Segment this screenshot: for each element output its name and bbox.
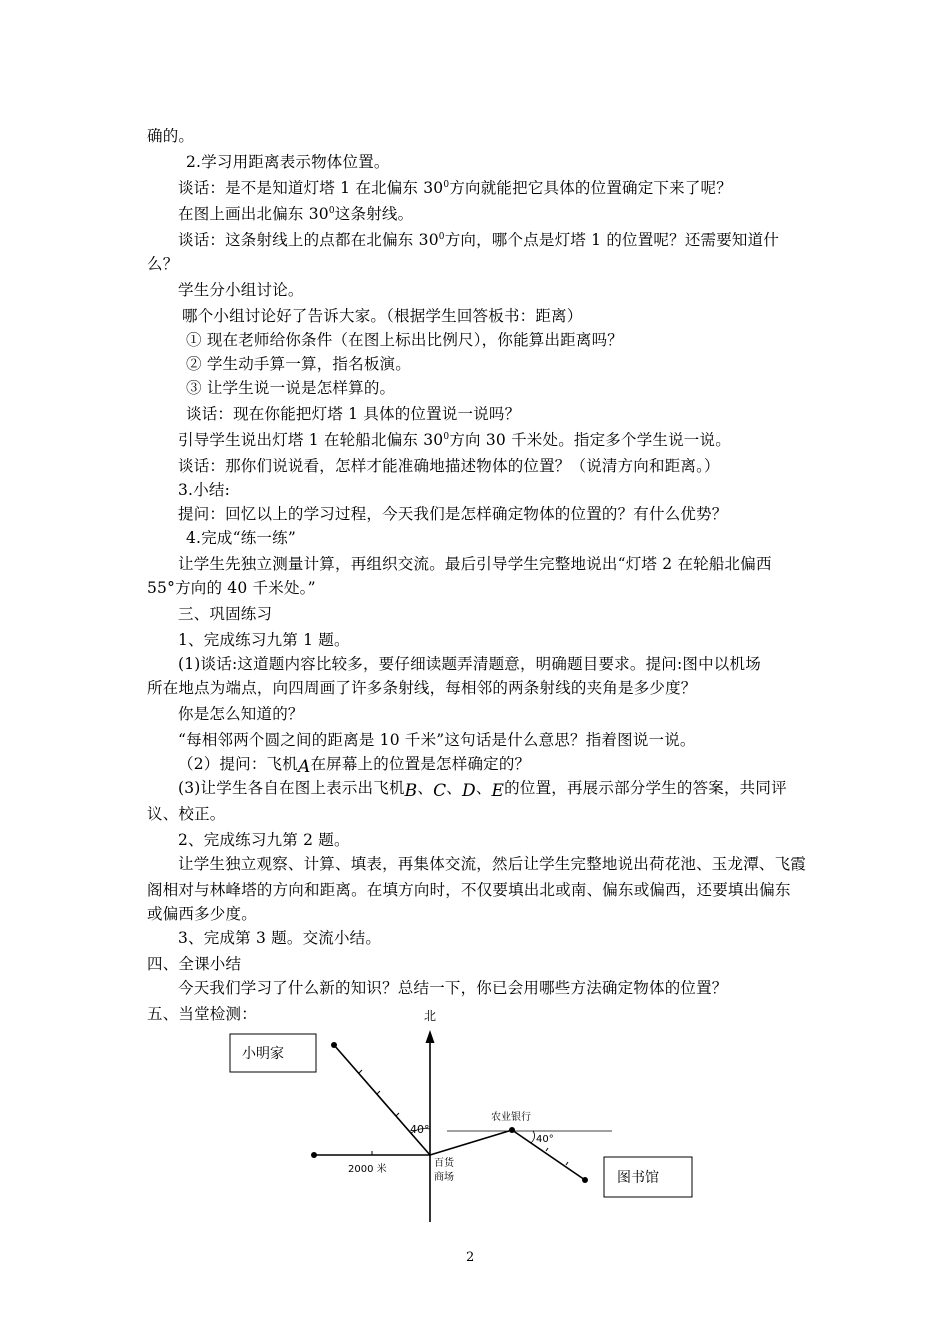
text-segment: 在屏幕上的位置是怎样确定的？ xyxy=(310,755,531,773)
bank-label: 农业银行 xyxy=(491,1112,531,1123)
text-line: 今天我们学习了什么新的知识？总结一下，你已会用哪些方法确定物体的位置？ xyxy=(178,979,728,997)
home-point xyxy=(331,1042,337,1048)
text-line: 阁相对与林峰塔的方向和距离。在填方向时，不仅要填出北或南、偏东或偏西，还要填出偏东 xyxy=(147,881,791,899)
text-line: ① 现在老师给你条件（在图上标出比例尺），你能算出距离吗？ xyxy=(186,331,623,349)
point-label-a: A xyxy=(297,757,311,777)
superscript: 0 xyxy=(443,180,450,190)
text-line: 4.完成“练一练” xyxy=(186,529,296,547)
text-line: 哪个小组讨论好了告诉大家。（根据学生回答板书：距离） xyxy=(182,307,583,325)
text-line: 议、校正。 xyxy=(147,805,226,823)
north-label: 北 xyxy=(424,1009,437,1023)
text-segment: (3)让学生各自在图上表示出飞机 xyxy=(178,779,405,797)
text-line: 让学生先独立测量计算，再组织交流。最后引导学生完整地说出“灯塔 2 在轮船北偏西 xyxy=(178,555,772,573)
north-arrow-icon xyxy=(426,1030,435,1043)
scale-label: 2000 米 xyxy=(348,1164,387,1175)
text-segment: 方向，哪个点是灯塔 1 的位置呢？还需要知道什 xyxy=(444,231,780,249)
text-segment: 的位置，再展示部分学生的答案，共同评 xyxy=(504,779,787,797)
west-end-point xyxy=(311,1152,317,1158)
text-line: 谈话：现在你能把灯塔 1 具体的位置说一说吗？ xyxy=(186,405,521,423)
text-line: 3、完成第 3 题。交流小结。 xyxy=(178,929,382,947)
separator: 、 xyxy=(475,779,492,797)
route-tick xyxy=(359,1070,362,1073)
superscript: 0 xyxy=(438,232,445,242)
home-route xyxy=(334,1045,430,1155)
route-tick xyxy=(377,1091,380,1094)
text-segment: 这条射线。 xyxy=(334,205,414,223)
library-label: 图书馆 xyxy=(617,1170,659,1186)
text-line: 所在地点为端点，向四周画了许多条射线，每相邻的两条射线的夹角是多少度？ xyxy=(147,679,697,697)
superscript: 0 xyxy=(328,206,335,216)
text-segment: 方向就能把它具体的位置确定下来了呢？ xyxy=(449,179,732,197)
angle-arc xyxy=(531,1131,535,1143)
text-segment: 在图上画出北偏东 30 xyxy=(178,205,329,223)
separator: 、 xyxy=(417,779,434,797)
point-label-e: E xyxy=(491,781,505,801)
angle-label-bank: 40° xyxy=(536,1134,554,1145)
text-line: 确的。 xyxy=(147,127,195,145)
bank-route xyxy=(430,1130,512,1155)
point-label-c: C xyxy=(433,781,447,801)
angle-label-home: 40° xyxy=(410,1123,430,1136)
text-line: (1)谈话:这道题内容比较多，要仔细读题弄清题意，明确题目要求。提问:图中以机场 xyxy=(178,655,761,673)
text-line: 1、完成练习九第 1 题。 xyxy=(178,631,350,649)
text-line: 五、当堂检测： xyxy=(147,1005,257,1023)
text-segment: 引导学生说出灯塔 1 在轮船北偏东 30 xyxy=(178,431,444,449)
text-line: 2、完成练习九第 2 题。 xyxy=(178,831,350,849)
text-segment: （2）提问：飞机 xyxy=(178,755,298,773)
text-line: 2.学习用距离表示物体位置。 xyxy=(186,153,390,171)
point-label-b: B xyxy=(404,781,418,801)
text-line: 谈话：那你们说说看，怎样才能准确地描述物体的位置？（说清方向和距离。） xyxy=(178,457,720,475)
route-tick xyxy=(566,1162,568,1165)
text-line: 四、全课小结 xyxy=(147,955,242,973)
text-line: ③ 让学生说一说是怎样算的。 xyxy=(186,379,396,397)
text-line: 或偏西多少度。 xyxy=(147,905,257,923)
text-segment: 方向 30 千米处。指定多个学生说一说。 xyxy=(449,431,731,449)
text-line: “每相邻两个圆之间的距离是 10 千米”这句话是什么意思？指着图说一说。 xyxy=(178,731,696,749)
route-tick xyxy=(396,1113,399,1116)
point-label-d: D xyxy=(462,781,476,801)
text-line: 让学生独立观察、计算、填表，再集体交流，然后让学生完整地说出荷花池、玉龙潭、飞霞 xyxy=(178,855,807,873)
store-label-line1: 百货 xyxy=(434,1158,454,1169)
route-tick xyxy=(546,1148,548,1151)
store-label-line2: 商场 xyxy=(434,1172,454,1183)
text-segment: 谈话：是不是知道灯塔 1 在北偏东 30 xyxy=(178,179,444,197)
text-line: 55°方向的 40 千米处。” xyxy=(147,579,316,597)
text-line: 提问：回忆以上的学习过程，今天我们是怎样确定物体的位置的？有什么优势？ xyxy=(178,505,728,523)
text-line: 你是怎么知道的？ xyxy=(178,705,304,723)
library-point xyxy=(582,1177,588,1183)
text-line: ② 学生动手算一算，指名板演。 xyxy=(186,355,411,373)
home-label: 小明家 xyxy=(242,1046,284,1062)
text-line: 么？ xyxy=(147,255,179,273)
separator: 、 xyxy=(446,779,462,797)
text-line: 学生分小组讨论。 xyxy=(178,281,304,299)
superscript: 0 xyxy=(443,432,450,442)
text-segment: 谈话：这条射线上的点都在北偏东 30 xyxy=(178,231,439,249)
text-line: 三、巩固练习 xyxy=(178,605,273,623)
page-number: 2 xyxy=(466,1250,475,1265)
text-line: 3.小结: xyxy=(178,481,231,499)
